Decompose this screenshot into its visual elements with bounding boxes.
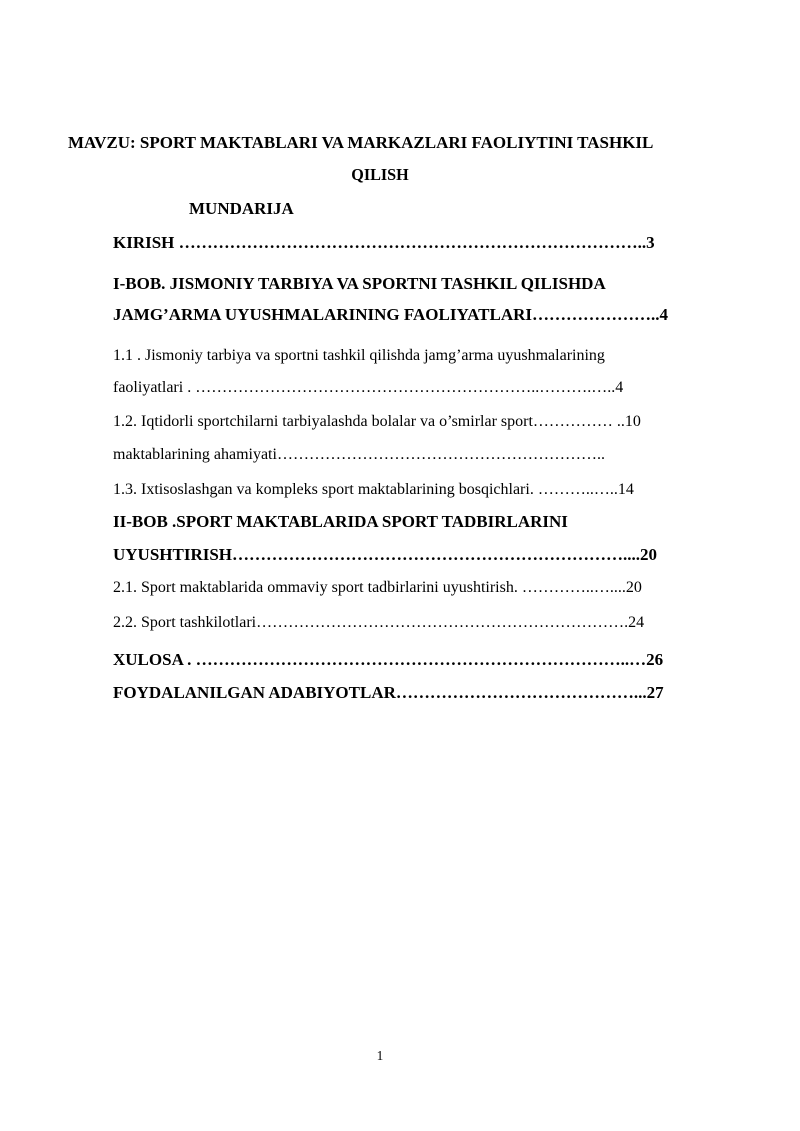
toc-entry-1-3: 1.3. Ixtisoslashgan va kompleks sport maktablarining bosqichlari. ………..…..14 — [113, 481, 634, 498]
toc-entry-bob1-line-1: I-BOB. JISMONIY TARBIYA VA SPORTNI TASHKIL QILISHDA — [113, 274, 606, 293]
document-title-line-2: QILISH — [351, 165, 409, 184]
toc-entry-1-2-line-2: maktablarining ahamiyati…………………………………………………….. — [113, 446, 605, 463]
toc-entry-xulosa: XULOSA . …………………………………………………………………..…26 — [113, 650, 664, 669]
toc-entry-adabiyotlar: FOYDALANILGAN ADABIYOTLAR……………………………………...27 — [113, 683, 664, 702]
toc-entry-bob1-line-2: JAMG’ARMA UYUSHMALARINING FAOLIYATLARI…………………..4 — [113, 305, 669, 324]
toc-entry-2-2: 2.2. Sport tashkilotlari…………………………………………………………….24 — [113, 614, 645, 631]
toc-entry-1-1-line-2: faoliyatlari . ………………………………………………………..……….…..4 — [113, 379, 624, 396]
toc-entry-kirish: KIRISH ………………………………………………………………………..3 — [113, 233, 655, 252]
page-number: 1 — [376, 1049, 384, 1064]
toc-entry-1-1-line-1: 1.1 . Jismoniy tarbiya va sportni tashkil qilishda jamg’arma uyushmalarining — [113, 347, 605, 364]
toc-entry-2-1: 2.1. Sport maktablarida ommaviy sport tadbirlarini uyushtirish. …………..…....20 — [113, 579, 642, 596]
document-title-line-1: MAVZU: SPORT MAKTABLARI VA MARKAZLARI FAOLIYTINI TASHKIL — [68, 133, 654, 152]
toc-heading: MUNDARIJA — [189, 199, 294, 218]
toc-entry-bob2-line-2: UYUSHTIRISH……………………………………………………………....20 — [113, 545, 658, 564]
toc-entry-1-2-line-1: 1.2. Iqtidorli sportchilarni tarbiyalashda bolalar va o’smirlar sport…………… ..10 — [113, 413, 641, 430]
toc-entry-bob2-line-1: II-BOB .SPORT MAKTABLARIDA SPORT TADBIRLARINI — [113, 512, 568, 531]
